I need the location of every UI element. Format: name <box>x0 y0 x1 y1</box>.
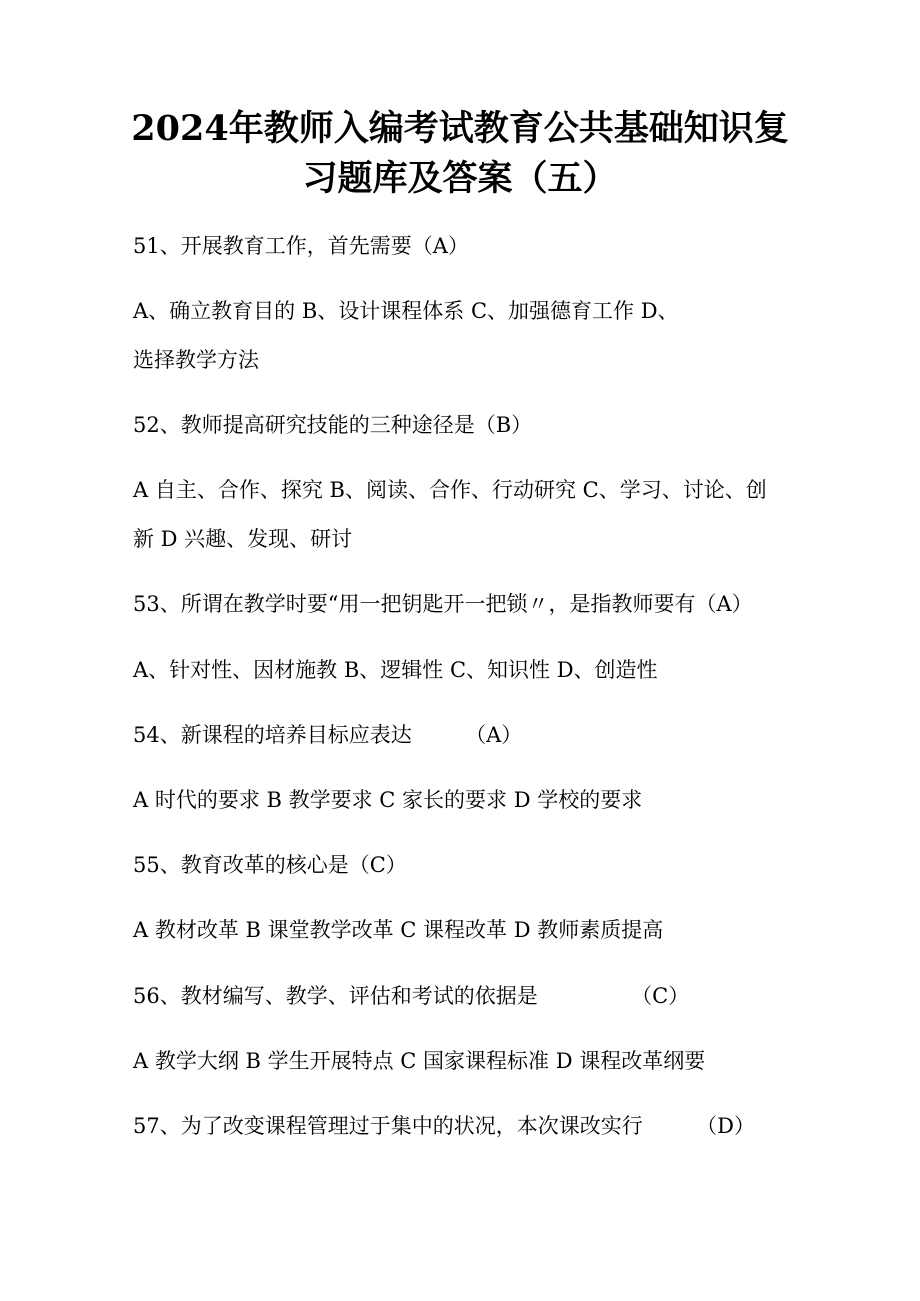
question-57: 57、为了改变课程管理过于集中的状况，本次课改实行 （D） <box>133 1114 755 1138</box>
question-56: 56、教材编写、教学、评估和考试的依据是 （C） <box>133 984 690 1008</box>
question-51: 51、开展教育工作，首先需要（A） <box>133 234 469 258</box>
question-52-options-cont: 新 D 兴趣、发现、研讨 <box>133 527 353 551</box>
question-55: 55、教育改革的核心是（C） <box>133 853 407 877</box>
question-56-options: A 教学大纲 B 学生开展特点 C 国家课程标准 D 课程改革纲要 <box>133 1049 706 1073</box>
question-52-options: A 自主、合作、探究 B、阅读、合作、行动研究 C、学习、讨论、创 <box>133 478 767 502</box>
question-55-options: A 教材改革 B 课堂教学改革 C 课程改革 D 教师素质提高 <box>133 918 664 942</box>
question-53-options: A、针对性、因材施教 B、逻辑性 C、知识性 D、创造性 <box>133 658 658 682</box>
question-54-options: A 时代的要求 B 教学要求 C 家长的要求 D 学校的要求 <box>133 788 643 812</box>
question-51-options: A、确立教育目的 B、设计课程体系 C、加强德育工作 D、 <box>133 299 679 323</box>
document-title-line-1: 2024年教师入编考试教育公共基础知识复 <box>131 108 789 149</box>
question-53: 53、所谓在教学时要“用一把钥匙开一把锁〃，是指教师要有（A） <box>133 592 753 616</box>
question-54: 54、新课程的培养目标应表达 （A） <box>133 723 523 747</box>
question-51-options-cont: 选择教学方法 <box>133 348 259 372</box>
question-52: 52、教师提高研究技能的三种途径是（B） <box>133 413 533 437</box>
document-title-line-2: 习题库及答案（五） <box>302 158 618 199</box>
